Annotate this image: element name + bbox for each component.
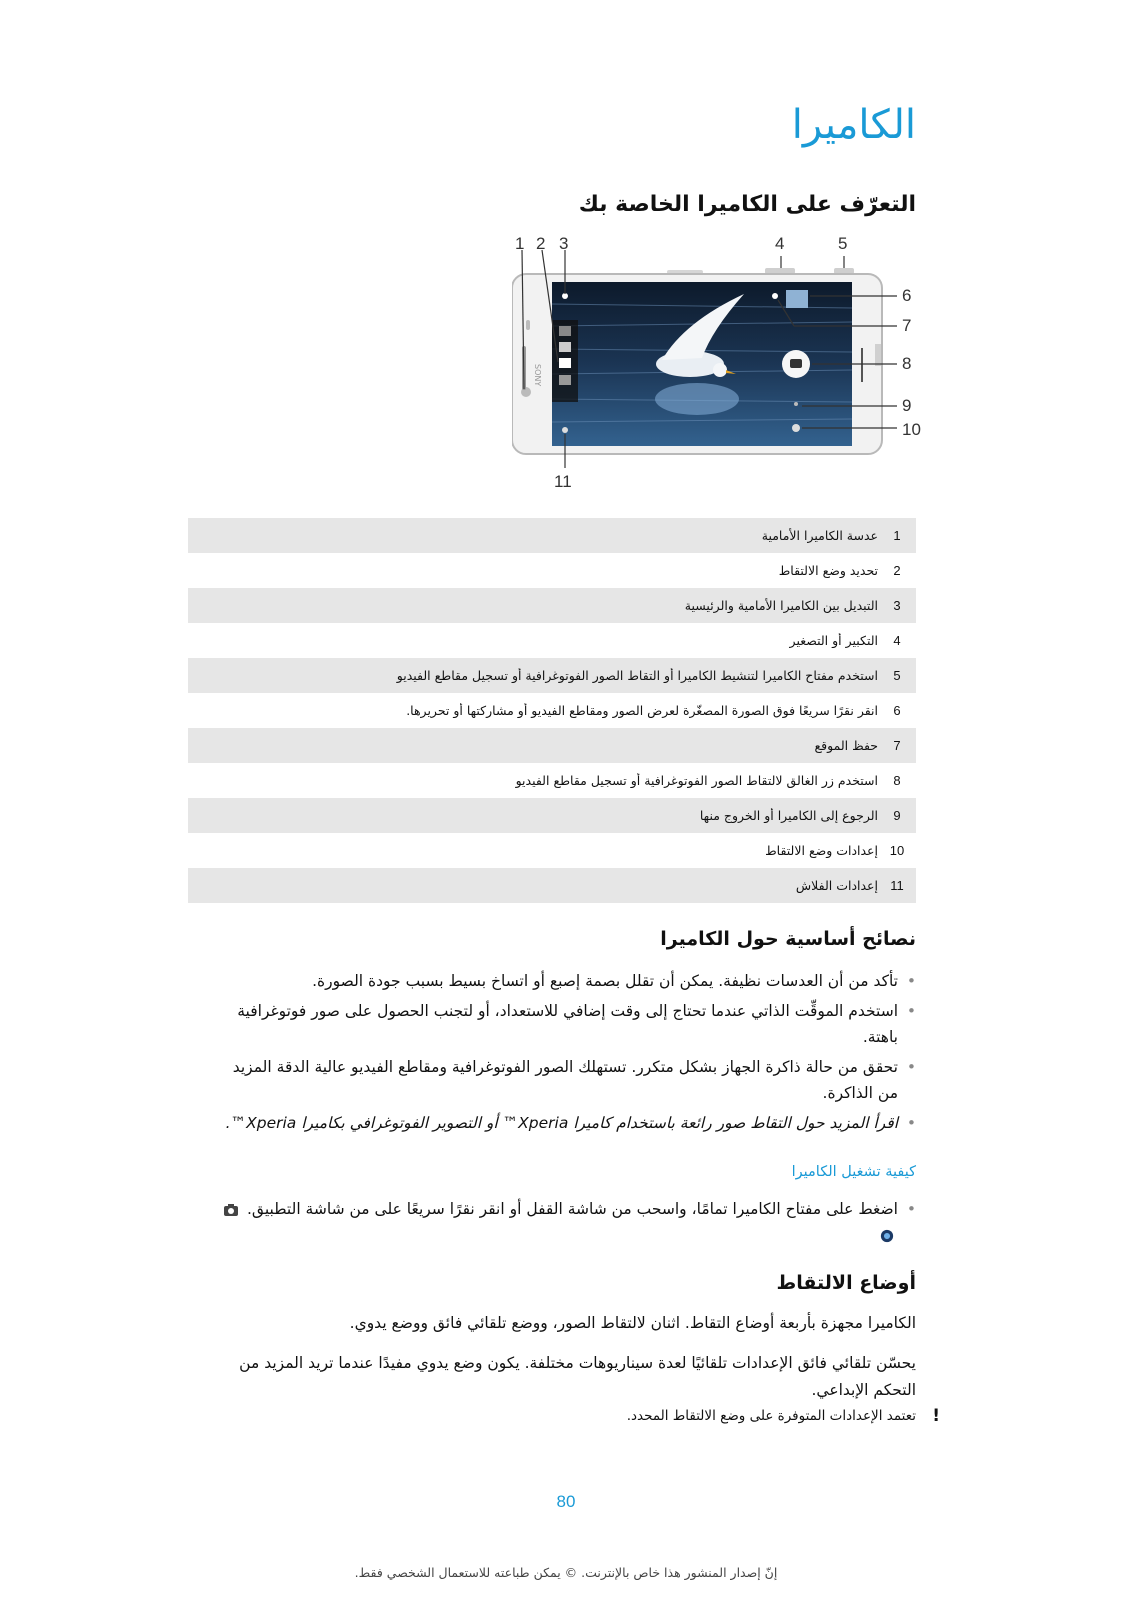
callout-3: 3 <box>559 234 569 253</box>
list-item: • تحقق من حالة ذاكرة الجهاز بشكل متكرر. تستهلك الصور الفوتوغرافية ومقاطع الفيديو عالية الدقة المزيد من الذاكرة. <box>220 1054 920 1106</box>
capture-modes-heading: أوضاع الالتقاط <box>776 1272 916 1294</box>
chapter-title: الكاميرا <box>791 102 916 148</box>
launch-instruction: اضغط على مفتاح الكاميرا تمامًا، واسحب من شاشة القفل أو انقر نقرًا سريعًا على من شاشة التطبيق. <box>247 1200 898 1218</box>
list-item-link[interactable]: • اقرأ المزيد حول التقاط صور رائعة باستخدام كاميرا Xperia™ أو التصوير الفوتوغرافي بكاميرا Xperia™. <box>220 1110 920 1136</box>
row-number: 4 <box>893 633 901 648</box>
row-number: 2 <box>893 563 901 578</box>
row-number: 6 <box>893 703 901 718</box>
callout-7: 7 <box>902 316 912 335</box>
exclamation-icon: ! <box>932 1406 940 1426</box>
page-number: 80 <box>556 1492 576 1511</box>
row-number: 10 <box>889 843 905 858</box>
row-number: 7 <box>893 738 901 753</box>
phone-illustration <box>512 234 942 496</box>
row-text: حفظ الموقع <box>814 738 878 753</box>
table-row <box>188 658 916 693</box>
footer: إنّ إصدار المنشور هذا خاص بالإنترنت. © يمكن طباعته للاستعمال الشخصي فقط. <box>354 1565 778 1580</box>
row-text: عدسة الكاميرا الأمامية <box>761 528 878 543</box>
row-text: التبديل بين الكاميرا الأمامية والرئيسية <box>684 598 878 613</box>
row-text: استخدم زر الغالق لالتقاط الصور الفوتوغرافية أو تسجيل مقاطع الفيديو <box>515 773 878 788</box>
list-item: • تأكد من أن العدسات نظيفة. يمكن أن تقلل بصمة إصبع أو اتساخ بسيط بسبب جودة الصورة. <box>220 968 920 994</box>
table-row <box>188 588 916 623</box>
table-row <box>188 693 916 728</box>
callout-6: 6 <box>902 286 912 305</box>
table-row <box>188 868 916 903</box>
note <box>220 1406 940 1426</box>
row-number: 1 <box>893 528 901 543</box>
row-text: تحديد وضع الالتقاط <box>778 563 878 578</box>
row-number: 5 <box>893 668 901 683</box>
row-text: التكبير أو التصغير <box>789 633 878 648</box>
launch-subheading: كيفية تشغيل الكاميرا <box>791 1164 916 1180</box>
callout-11: 11 <box>554 472 572 491</box>
row-number: 9 <box>893 808 901 823</box>
row-text: إعدادات وضع الالتقاط <box>765 843 878 858</box>
table-row <box>188 798 916 833</box>
tips-list <box>220 968 920 1140</box>
phone-diagram <box>512 234 942 496</box>
callout-2: 2 <box>536 234 546 253</box>
row-text: إعدادات الفلاش <box>795 878 878 893</box>
table-row <box>188 833 916 868</box>
callout-9: 9 <box>902 396 912 415</box>
launch-list <box>220 1196 920 1252</box>
table-row <box>188 623 916 658</box>
callout-8: 8 <box>902 354 912 373</box>
camera-app-icon <box>879 1229 895 1243</box>
row-number: 8 <box>893 773 901 788</box>
row-text: استخدم مفتاح الكاميرا لتنشيط الكاميرا أو التقاط الصور الفوتوغرافية أو تسجيل مقاطع الفيديو <box>396 668 878 683</box>
table-row <box>188 763 916 798</box>
row-number: 11 <box>890 878 904 893</box>
reference-table <box>188 518 916 903</box>
callout-1: 1 <box>515 234 525 253</box>
list-item <box>220 1196 920 1248</box>
section-title: التعرّف على الكاميرا الخاصة بك <box>578 192 916 217</box>
callout-4: 4 <box>775 234 785 253</box>
callout-10: 10 <box>902 420 921 439</box>
callout-5: 5 <box>838 234 848 253</box>
camera-icon <box>223 1203 239 1217</box>
row-number: 3 <box>893 598 901 613</box>
tips-heading: نصائح أساسية حول الكاميرا <box>660 928 916 950</box>
row-text: انقر نقرًا سريعًا فوق الصورة المصغّرة لعرض الصور ومقاطع الفيديو أو مشاركتها أو تحريرها. <box>406 703 878 718</box>
phone-brand: SONY <box>533 364 542 387</box>
table-row <box>188 553 916 588</box>
note-text: تعتمد الإعدادات المتوفرة على وضع الالتقاط المحدد. <box>626 1408 916 1424</box>
table-row <box>188 518 916 553</box>
capture-modes-para-1: الكاميرا مجهزة بأربعة أوضاع التقاط. اثنان لالتقاط الصور، ووضع تلقائي فائق ووضع يدوي. <box>349 1314 916 1332</box>
row-text: الرجوع إلى الكاميرا أو الخروج منها <box>699 808 878 823</box>
list-item: • استخدم الموقِّت الذاتي عندما تحتاج إلى وقت إضافي للاستعداد، أو لتجنب الحصول على صور فوتوغرافية باهتة. <box>220 998 920 1050</box>
capture-modes-para-2: يحسّن تلقائي فائق الإعدادات تلقائيًا لعدة سيناريوهات مختلفة. يكون وضع يدوي مفيدًا عندما تريد المزيد من التحكم الإبداعي. <box>239 1354 916 1399</box>
table-row <box>188 728 916 763</box>
